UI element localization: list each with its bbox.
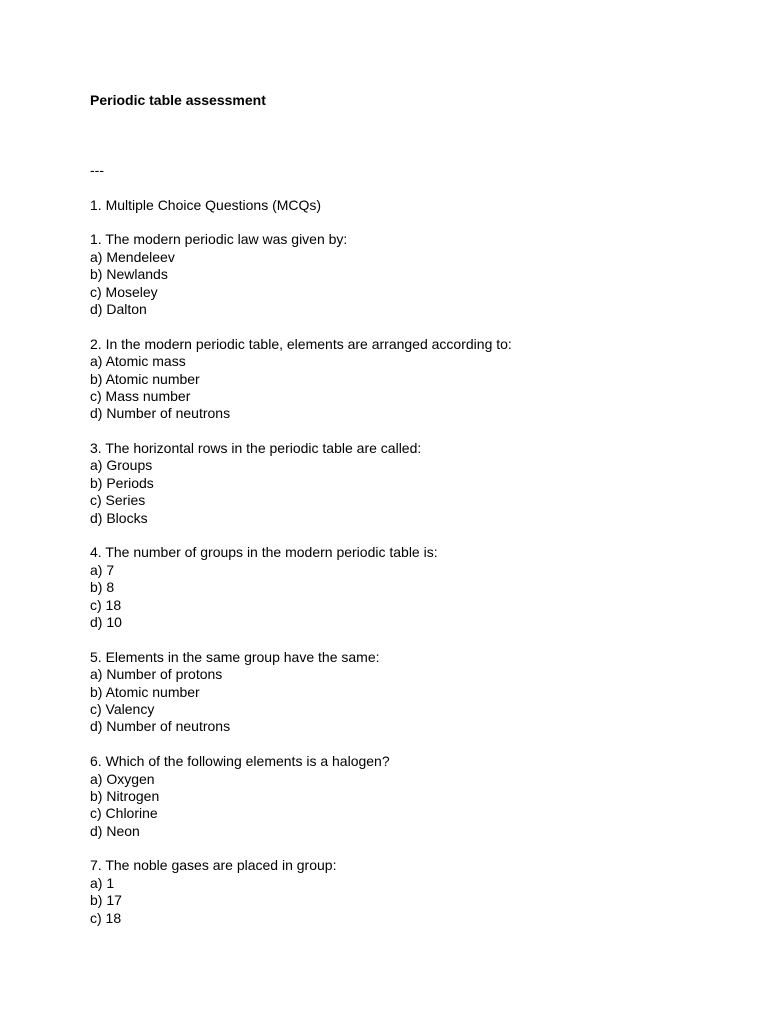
option-c: c) 18	[90, 909, 122, 926]
option-c: c) Valency	[90, 700, 155, 717]
option-b: b) Atomic number	[90, 370, 200, 387]
option-b: b) Atomic number	[90, 683, 200, 700]
divider-text: ---	[90, 162, 104, 178]
question-6	[90, 753, 730, 840]
question-5	[90, 649, 730, 736]
question-2	[90, 336, 730, 423]
question-prompt: 2. In the modern periodic table, elements are arranged according to:	[90, 335, 512, 352]
option-b: b) Newlands	[90, 266, 168, 283]
question-prompt: 1. The modern periodic law was given by:	[90, 231, 348, 248]
question-4	[90, 544, 730, 631]
option-d: d) Blocks	[90, 509, 148, 526]
option-b: b) Periods	[90, 474, 154, 491]
option-a: a) Number of protons	[90, 666, 223, 683]
option-c: c) 18	[90, 596, 122, 613]
option-a: a) Mendeleev	[90, 248, 175, 265]
option-d: d) 10	[90, 613, 122, 630]
question-7	[90, 857, 730, 927]
option-c: c) Series	[90, 492, 146, 509]
option-a: a) Groups	[90, 457, 153, 474]
option-a: a) Oxygen	[90, 770, 155, 787]
document-page	[90, 92, 730, 927]
question-prompt: 6. Which of the following elements is a halogen?	[90, 753, 390, 770]
question-prompt: 7. The noble gases are placed in group:	[90, 857, 337, 874]
option-b: b) Nitrogen	[90, 787, 160, 804]
option-a: a) 1	[90, 874, 115, 891]
option-b: b) 17	[90, 892, 122, 909]
option-c: c) Mass number	[90, 387, 191, 404]
question-prompt: 3. The horizontal rows in the periodic table are called:	[90, 440, 422, 457]
option-d: d) Number of neutrons	[90, 405, 231, 422]
option-a: a) 7	[90, 561, 115, 578]
question-prompt: 4. The number of groups in the modern periodic table is:	[90, 544, 438, 561]
question-prompt: 5. Elements in the same group have the same:	[90, 648, 380, 665]
option-c: c) Moseley	[90, 283, 158, 300]
section-heading: 1. Multiple Choice Questions (MCQs)	[90, 197, 322, 213]
document-title: Periodic table assessment	[90, 92, 266, 108]
option-d: d) Neon	[90, 822, 140, 839]
option-b: b) 8	[90, 579, 115, 596]
option-d: d) Number of neutrons	[90, 718, 231, 735]
option-a: a) Atomic mass	[90, 353, 186, 370]
question-1	[90, 231, 730, 318]
question-3	[90, 440, 730, 527]
option-d: d) Dalton	[90, 300, 147, 317]
option-c: c) Chlorine	[90, 805, 158, 822]
